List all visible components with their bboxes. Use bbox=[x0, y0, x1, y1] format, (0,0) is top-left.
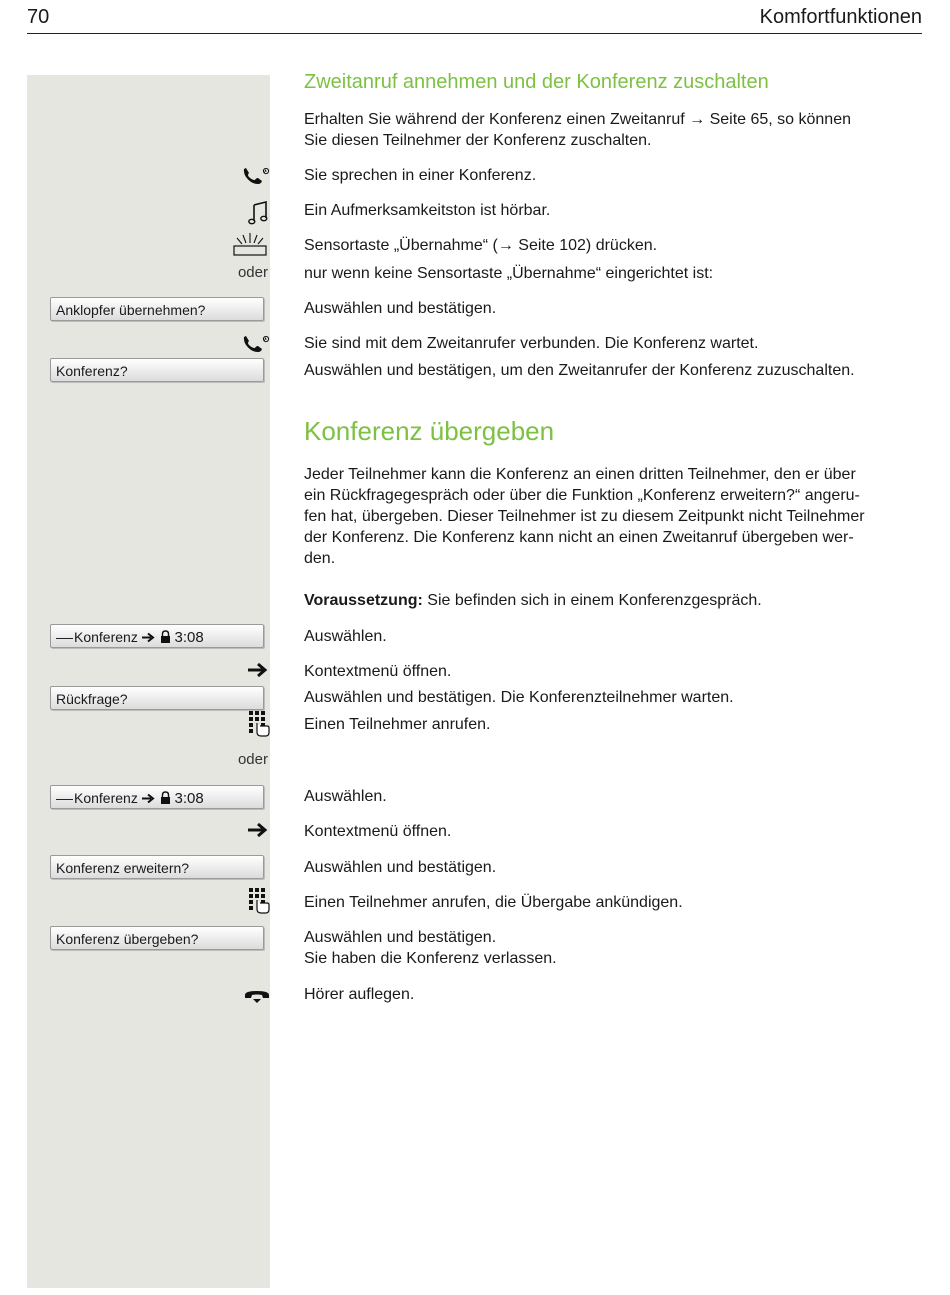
arrow-right-icon bbox=[142, 793, 156, 804]
step-speaking-in-conference: Sie sprechen in einer Konferenz. bbox=[304, 167, 537, 184]
conference-entry-time: 3:08 bbox=[174, 629, 204, 646]
conference-entry-button[interactable] bbox=[50, 624, 264, 648]
step-select-confirm-1: Auswählen und bestätigen. bbox=[304, 300, 497, 317]
section-title-second-call: Zweitanruf annehmen und der Konferenz zuschalten bbox=[304, 71, 769, 93]
step-call-participant-2: Einen Teilnehmer anrufen, die Übergabe ankündigen. bbox=[304, 894, 683, 911]
step-add-to-conference: Auswählen und bestätigen, um den Zweitanrufer der Konferenz zuzuschalten. bbox=[304, 362, 855, 379]
page-number: 70 bbox=[27, 6, 50, 28]
step-open-context-menu-1: Kontextmenü öffnen. bbox=[304, 663, 452, 680]
step-select-confirm-consultation: Auswählen und bestätigen. Die Konferenzteilnehmer warten. bbox=[304, 689, 734, 706]
music-note-icon bbox=[248, 200, 270, 226]
intro-line-2: Sie diesen Teilnehmer der Konferenz zuschalten. bbox=[304, 132, 652, 149]
oder-label-2: oder bbox=[237, 751, 268, 768]
consultation-button[interactable]: Rückfrage? bbox=[50, 686, 264, 710]
intro2-line-2: ein Rückfragegespräch oder über die Funktion „Konferenz erweitern?“ angeru- bbox=[304, 487, 860, 504]
intro-line-1: Erhalten Sie während der Konferenz einen Zweitanruf → Seite 65, so können bbox=[304, 111, 851, 128]
prerequisite bbox=[304, 590, 762, 611]
intro2-line-3: fen hat, übergeben. Dieser Teilnehmer ist zu diesem Zeitpunkt nicht Teilnehmer bbox=[304, 508, 865, 525]
dash-line bbox=[56, 799, 73, 800]
intro2-line-5: den. bbox=[304, 550, 336, 567]
step-select-confirm-transfer: Auswählen und bestätigen. bbox=[304, 929, 497, 946]
header-rule bbox=[27, 33, 922, 34]
handset-active-icon bbox=[242, 334, 270, 356]
conference-button[interactable]: Konferenz? bbox=[50, 358, 264, 382]
step-select-1: Auswählen. bbox=[304, 628, 387, 645]
conference-entry-label: Konferenz bbox=[74, 790, 138, 806]
extend-conference-button[interactable]: Konferenz erweitern? bbox=[50, 855, 264, 879]
step-left-conference: Sie haben die Konferenz verlassen. bbox=[304, 950, 557, 967]
step-open-context-menu-2: Kontextmenü öffnen. bbox=[304, 823, 452, 840]
keypad-icon bbox=[248, 887, 270, 915]
sensor-key-icon bbox=[232, 232, 268, 258]
step-press-takeover-key: Sensortaste „Übernahme“ (→ Seite 102) drücken. bbox=[304, 237, 658, 254]
transfer-conference-button[interactable]: Konferenz übergeben? bbox=[50, 926, 264, 950]
step-select-confirm-extend: Auswählen und bestätigen. bbox=[304, 859, 497, 876]
step-hang-up: Hörer auflegen. bbox=[304, 986, 415, 1003]
accept-call-waiting-button[interactable]: Anklopfer übernehmen? bbox=[50, 297, 264, 321]
lock-icon bbox=[160, 630, 171, 643]
keypad-icon bbox=[248, 710, 270, 738]
conference-entry-label: Konferenz bbox=[74, 629, 138, 645]
arrow-right-icon bbox=[142, 632, 156, 643]
step-no-takeover-key: nur wenn keine Sensortaste „Übernahme“ eingerichtet ist: bbox=[304, 265, 714, 282]
intro2-line-4: der Konferenz. Die Konferenz kann nicht an einen Zweitanruf übergeben wer- bbox=[304, 529, 854, 546]
intro2-line-1: Jeder Teilnehmer kann die Konferenz an einen dritten Teilnehmer, den er über bbox=[304, 466, 856, 483]
arrow-right-icon bbox=[247, 661, 269, 679]
conference-entry-button[interactable] bbox=[50, 785, 264, 809]
arrow-right-icon bbox=[247, 821, 269, 839]
step-select-2: Auswählen. bbox=[304, 788, 387, 805]
handset-hangup-icon bbox=[243, 987, 271, 1005]
prerequisite-label: Voraussetzung: bbox=[304, 592, 423, 609]
conference-entry-time: 3:08 bbox=[174, 790, 204, 807]
handset-active-icon bbox=[242, 166, 270, 188]
step-call-participant-1: Einen Teilnehmer anrufen. bbox=[304, 716, 491, 733]
step-attention-tone: Ein Aufmerksamkeitston ist hörbar. bbox=[304, 202, 551, 219]
oder-label-1: oder bbox=[237, 264, 268, 281]
step-connected-to-second-caller: Sie sind mit dem Zweitanrufer verbunden. Die Konferenz wartet. bbox=[304, 335, 759, 352]
chapter-title: Komfortfunktionen bbox=[759, 6, 922, 28]
section-title-transfer-conference: Konferenz übergeben bbox=[304, 416, 555, 446]
dash-line bbox=[56, 638, 73, 639]
lock-icon bbox=[160, 791, 171, 804]
prerequisite-text: Sie befinden sich in einem Konferenzgespräch. bbox=[422, 592, 762, 609]
